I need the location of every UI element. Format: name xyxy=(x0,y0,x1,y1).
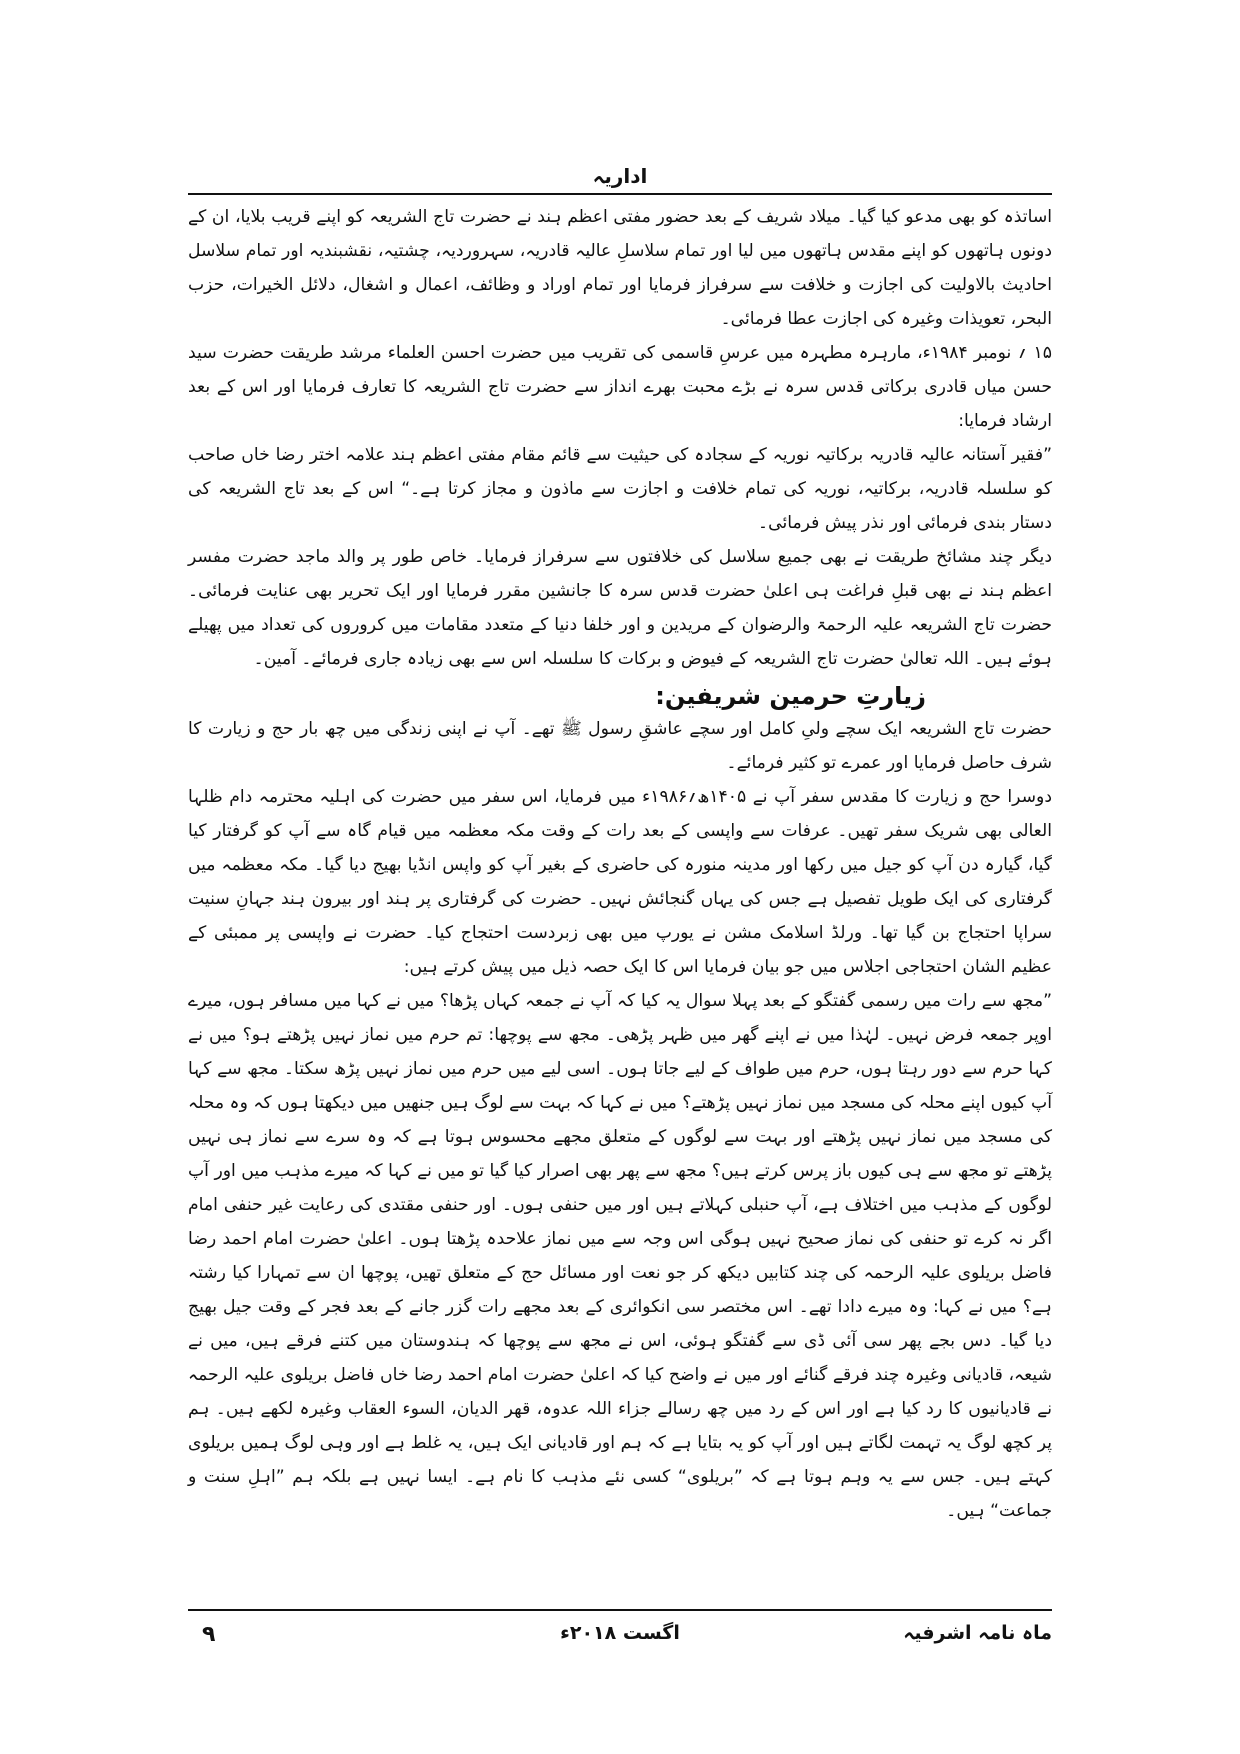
footer-divider xyxy=(188,1609,1052,1611)
article-body xyxy=(188,200,1052,1528)
paragraph-mashaikh: دیگر چند مشائخ طریقت نے بھی جمیع سلاسل کی خلافتوں سے سرفراز فرمایا۔ خاص طور پر والد ماجد حضرت مفسر اعظم ہند نے بھی قبلِ فراغت ہی اعلیٰ حضرت قدس سرہ کا جانشین مقرر فرمایا اور ایک تحریر بھی عنایت فرمائی۔ حضرت تاج الشریعہ علیہ الرحمۃ والرضوان کے مریدین و اور خلفا دنیا کے متعدد مقامات میں کروروں کی تعداد میں پھیلے ہوئے ہیں۔ اللہ تعالیٰ حضرت تاج الشریعہ کے فیوض و برکات کا سلسلہ اس سے بھی زیادہ جاری فرمائے۔ آمین۔ xyxy=(188,547,1052,669)
paragraph-urs-qasmi: ۱۵ ؍ نومبر ۱۹۸۴ء، مارہرہ مطہرہ میں عرسِ قاسمی کی تقریب میں حضرت احسن العلماء مرشد طریقت حضرت سید حسن میاں قادری برکاتی قدس سرہ نے بڑے محبت بھرے انداز سے حضرت تاج الشریعہ کا تعارف فرمایا اور اس کے بعد ارشاد فرمایا: xyxy=(188,343,1053,431)
section-heading-haramain: زیارتِ حرمین شریفین: xyxy=(655,682,926,710)
header-divider xyxy=(188,193,1052,195)
paragraph-second-haj: دوسرا حج و زیارت کا مقدس سفر آپ نے ۱۴۰۵ھ؍۱۹۸۶ء میں فرمایا، اس سفر میں حضرت کی اہلیہ محترمہ دام ظلہا العالی بھی شریک سفر تھیں۔ عرفات سے واپسی کے بعد رات کے وقت مکہ معظمہ میں قیام گاہ سے آپ کو گرفتار کیا گیا، گیارہ دن آپ کو جیل میں رکھا اور مدینہ منورہ کی حاضری کے بغیر آپ کو واپس انڈیا بھیج دیا گیا۔ مکہ معظمہ میں گرفتاری کی ایک طویل تفصیل ہے جس کی یہاں گنجائش نہیں۔ حضرت کی گرفتاری پر ہند اور بیرون ہند جہانِ سنیت سراپا احتجاج بن گیا تھا۔ ورلڈ اسلامک مشن نے یورپ میں بھی زبردست احتجاج کیا۔ حضرت نے واپسی پر ممبئی کے عظیم الشان احتجاجی اجلاس میں جو بیان فرمایا اس کا ایک حصہ ذیل میں پیش کرتے ہیں: xyxy=(188,787,1052,977)
page-number: ۹ xyxy=(202,1622,216,1647)
paragraph-khilafat: اساتذہ کو بھی مدعو کیا گیا۔ میلاد شریف کے بعد حضور مفتی اعظم ہند نے حضرت تاج الشریعہ کو اپنے قریب بلایا، ان کے دونوں ہاتھوں کو اپنے مقدس ہاتھوں میں لیا اور تمام سلاسلِ عالیہ قادریہ، سہروردیہ، چشتیہ، نقشبندیہ اور تمام سلاسل احادیث بالاولیت کی اجازت و خلافت سے سرفراز فرمایا اور تمام اوراد و وظائف، اعمال و اشغال، دلائل الخیرات، حزب البحر، تعویذات وغیرہ کی اجازت عطا فرمائی۔ xyxy=(188,207,1052,329)
paragraph-quote-sajjada: ”فقیر آستانہ عالیہ قادریہ برکاتیہ نوریہ کے سجادہ کی حیثیت سے قائم مقام مفتی اعظم ہند علامہ اختر رضا خاں صاحب کو سلسلہ قادریہ، برکاتیہ، نوریہ کی تمام خلافت و اجازت سے ماذون و مجاز کرتا ہے۔“ اس کے بعد تاج الشریعہ کی دستار بندی فرمائی اور نذر پیش فرمائی۔ xyxy=(188,445,1052,533)
footer-issue-date: اگست ۲۰۱۸ء xyxy=(560,1622,680,1644)
paragraph-statement-quote: ”مجھ سے رات میں رسمی گفتگو کے بعد پہلا سوال یہ کیا کہ آپ نے جمعہ کہاں پڑھا؟ میں نے کہا میں مسافر ہوں، میرے اوپر جمعہ فرض نہیں۔ لہٰذا میں نے اپنے گھر میں ظہر پڑھی۔ مجھ سے پوچھا: تم حرم میں نماز نہیں پڑھتے ہو؟ میں نے کہا حرم سے دور رہتا ہوں، حرم میں طواف کے لیے جاتا ہوں۔ اسی لیے میں حرم میں نماز نہیں پڑھ سکتا۔ مجھ سے کہا آپ کیوں اپنے محلہ کی مسجد میں نماز نہیں پڑھتے؟ میں نے کہا کہ بہت سے لوگ ہیں جنھیں میں دیکھتا ہوں کہ وہ محلہ کی مسجد میں نماز نہیں پڑھتے اور بہت سے لوگوں کے متعلق مجھے محسوس ہوتا ہے کہ وہ سرے سے نماز ہی نہیں پڑھتے تو مجھ سے ہی کیوں باز پرس کرتے ہیں؟ مجھ سے پھر بھی اصرار کیا گیا تو میں نے کہا کہ میرے مذہب میں اور آپ لوگوں کے مذہب میں اختلاف ہے، آپ حنبلی کہلاتے ہیں اور میں حنفی ہوں۔ اور حنفی مقتدی کی رعایت غیر حنفی امام اگر نہ کرے تو حنفی کی نماز صحیح نہیں ہوگی اس وجہ سے میں نماز علاحدہ پڑھتا ہوں۔ اعلیٰ حضرت امام احمد رضا فاضل بریلوی علیہ الرحمہ کی چند کتابیں دیکھ کر جو نعت اور مسائل حج کے متعلق تھیں، پوچھا ان سے تمہارا کیا رشتہ ہے؟ میں نے کہا: وہ میرے دادا تھے۔ اس مختصر سی انکوائری کے بعد مجھے رات گزر جانے کے بعد فجر کے وقت جیل بھیج دیا گیا۔ دس بجے پھر سی آئی ڈی سے گفتگو ہوئی، اس نے مجھ سے پوچھا کہ ہندوستان میں کتنے فرقے ہیں، میں نے شیعہ، قادیانی وغیرہ چند فرقے گنائے اور میں نے واضح کیا کہ اعلیٰ حضرت امام احمد رضا خاں فاضل بریلوی علیہ الرحمہ نے قادیانیوں کا رد کیا ہے اور اس کے رد میں چھ رسالے جزاء اللہ عدوہ، قھر الدیان، السوء العقاب وغیرہ لکھے ہیں۔ ہم پر کچھ لوگ یہ تہمت لگاتے ہیں اور آپ کو یہ بتایا ہے کہ ہم اور قادیانی ایک ہیں، یہ غلط ہے اور وہی لوگ ہمیں بریلوی کہتے ہیں۔ جس سے یہ وہم ہوتا ہے کہ ”بریلوی“ کسی نئے مذہب کا نام ہے۔ ایسا نہیں ہے بلکہ ہم ”اہلِ سنت و جماعت“ ہیں۔ xyxy=(188,991,1052,1521)
page-footer xyxy=(188,1622,1052,1656)
footer-magazine-name: ماہ نامہ اشرفیہ xyxy=(903,1622,1052,1644)
paragraph-haj-intro: حضرت تاج الشریعہ ایک سچے ولیِ کامل اور سچے عاشقِ رسول ﷺ تھے۔ آپ نے اپنی زندگی میں چھ بار حج و زیارت کا شرف حاصل فرمایا اور عمرے تو کثیر فرمائے۔ xyxy=(188,719,1052,773)
page-header-title: اداریہ xyxy=(592,164,648,188)
